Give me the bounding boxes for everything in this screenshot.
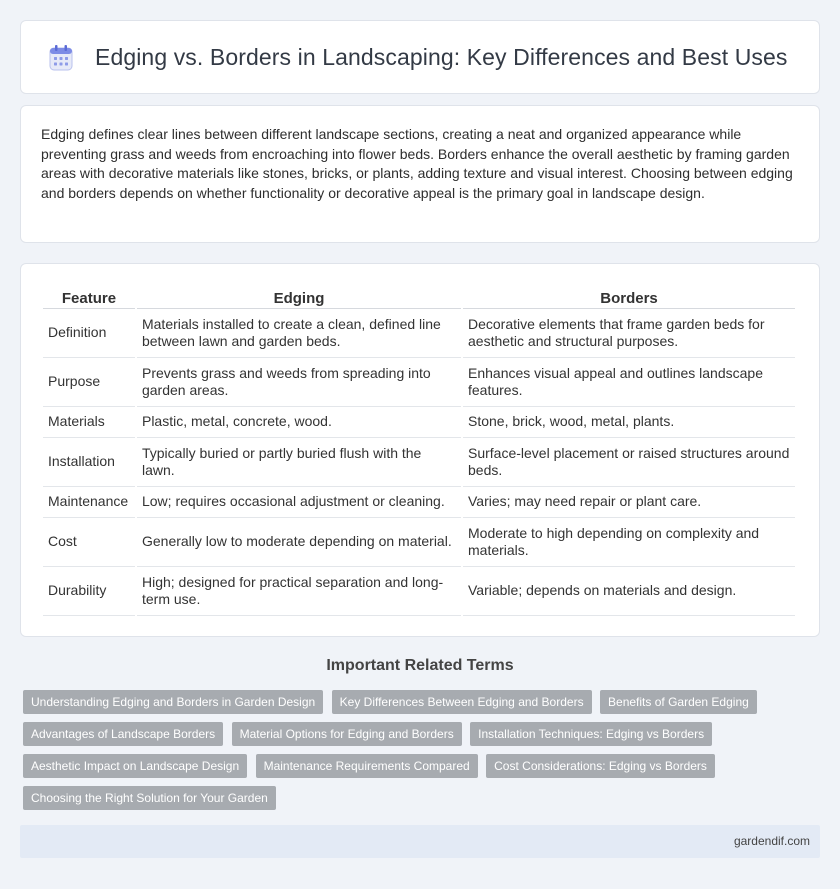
related-term-tag[interactable]: Benefits of Garden Edging	[600, 690, 757, 714]
related-terms-title: Important Related Terms	[326, 657, 514, 674]
related-term-tag[interactable]: Installation Techniques: Edging vs Borders	[470, 722, 712, 746]
borders-cell: Decorative elements that frame garden beds for aesthetic and structural purposes.	[463, 309, 795, 358]
intro-card	[20, 105, 820, 243]
table-row	[43, 567, 795, 616]
related-term-tag[interactable]: Aesthetic Impact on Landscape Design	[23, 754, 247, 778]
borders-cell: Moderate to high depending on complexity and materials.	[463, 518, 795, 567]
page-title: Edging vs. Borders in Landscaping: Key Differences and Best Uses	[95, 44, 788, 70]
table-row	[43, 487, 795, 518]
table-row	[43, 407, 795, 438]
footer	[20, 825, 820, 858]
edging-cell: Prevents grass and weeds from spreading into garden areas.	[137, 358, 461, 407]
comparison-table-card	[20, 263, 820, 637]
table-row	[43, 438, 795, 487]
edging-cell: Typically buried or partly buried flush with the lawn.	[137, 438, 461, 487]
table-row	[43, 358, 795, 407]
edging-cell: Materials installed to create a clean, defined line between lawn and garden beds.	[137, 309, 461, 358]
borders-cell: Enhances visual appeal and outlines landscape features.	[463, 358, 795, 407]
related-term-tag[interactable]: Maintenance Requirements Compared	[256, 754, 478, 778]
intro-paragraph: Edging defines clear lines between different landscape sections, creating a neat and organized appearance while preventing grass and weeds from encroaching into flower beds. Borders enhance the overall aesthetic by framing garden areas with decorative materials like stones, bricks, or plants, adding texture and visual interest. Choosing between edging and borders depends on whether functionality or decorative appeal is the primary goal in landscape design.	[41, 126, 793, 201]
edging-cell: High; designed for practical separation and long-term use.	[137, 567, 461, 616]
related-term-tag[interactable]: Understanding Edging and Borders in Garden Design	[23, 690, 323, 714]
feature-cell: Durability	[43, 567, 135, 616]
borders-cell: Variable; depends on materials and design.	[463, 567, 795, 616]
feature-cell: Installation	[43, 438, 135, 487]
header-borders: Borders	[463, 284, 795, 309]
borders-cell: Surface-level placement or raised structures around beds.	[463, 438, 795, 487]
table-row	[43, 309, 795, 358]
related-term-tag[interactable]: Cost Considerations: Edging vs Borders	[486, 754, 715, 778]
table-row	[43, 518, 795, 567]
table-header-row	[43, 284, 795, 309]
header-card	[20, 20, 820, 94]
related-term-tag[interactable]: Choosing the Right Solution for Your Garden	[23, 786, 276, 810]
feature-cell: Purpose	[43, 358, 135, 407]
related-term-tag[interactable]: Key Differences Between Edging and Borders	[332, 690, 592, 714]
borders-cell: Varies; may need repair or plant care.	[463, 487, 795, 518]
feature-cell: Materials	[43, 407, 135, 438]
edging-cell: Plastic, metal, concrete, wood.	[137, 407, 461, 438]
feature-cell: Definition	[43, 309, 135, 358]
edging-cell: Generally low to moderate depending on material.	[137, 518, 461, 567]
footer-site-link[interactable]: gardendif.com	[733, 834, 810, 848]
calendar-icon	[48, 44, 74, 72]
header-feature: Feature	[43, 284, 135, 309]
related-terms-list	[23, 690, 823, 818]
borders-cell: Stone, brick, wood, metal, plants.	[463, 407, 795, 438]
related-term-tag[interactable]: Advantages of Landscape Borders	[23, 722, 223, 746]
related-term-tag[interactable]: Material Options for Edging and Borders	[232, 722, 462, 746]
edging-cell: Low; requires occasional adjustment or cleaning.	[137, 487, 461, 518]
feature-cell: Cost	[43, 518, 135, 567]
comparison-table	[41, 284, 797, 616]
feature-cell: Maintenance	[43, 487, 135, 518]
header-edging: Edging	[137, 284, 461, 309]
